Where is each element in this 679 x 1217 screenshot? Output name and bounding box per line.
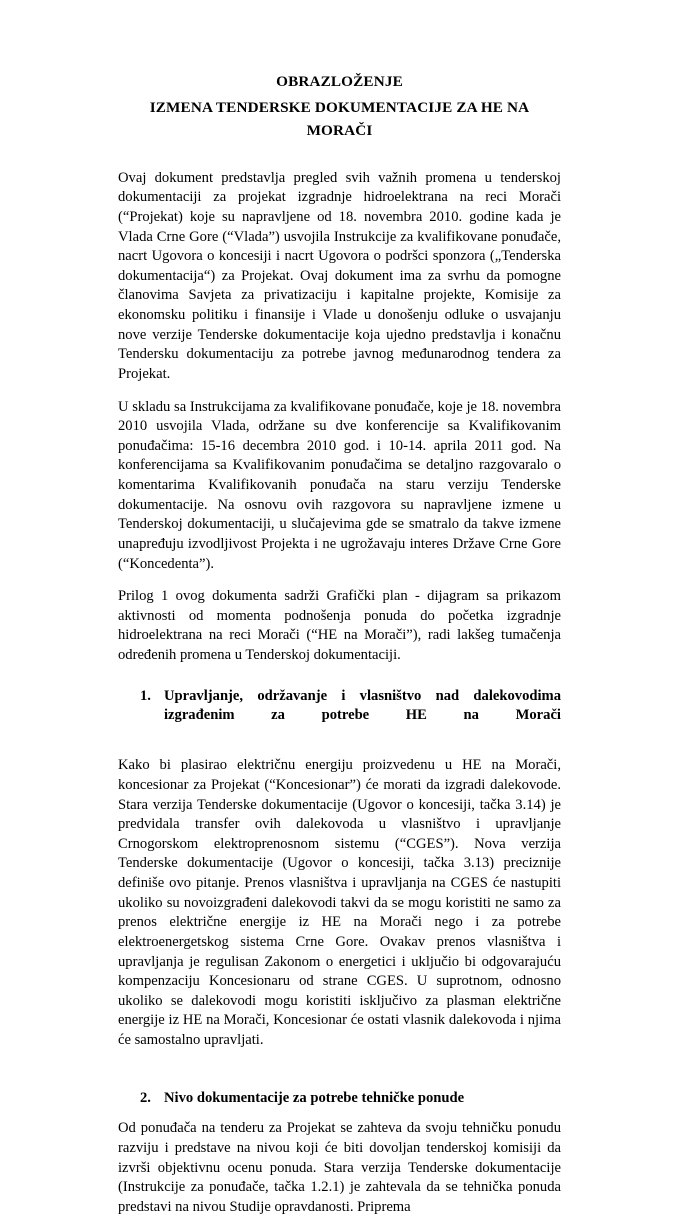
document-content <box>118 70 561 1217</box>
section-1-title: Upravljanje, održavanje i vlasništvo nad dalekovodima izgrađenim za potrebe HE na Morači <box>164 687 561 724</box>
page-title: OBRAZLOŽENJE <box>276 73 403 90</box>
section-1-number: 1. <box>140 687 151 704</box>
section-2-number: 2. <box>140 1089 151 1106</box>
section-1 <box>118 687 561 1051</box>
page-subtitle: IZMENA TENDERSKE DOKUMENTACIJE ZA HE NA MORAČI <box>149 98 530 140</box>
intro-paragraph-1: Ovaj dokument predstavlja pregled svih važnih promena u tenderskoj dokumentaciji za projekat izgradnje hidroelektrana na reci Morači (“Projekat) koje su napravljene od 18. novembra 2010. godine kada je Vlada Crne Gore (“Vlada”) usvojila Instrukcije za kvalifikovane ponuđače, nacrt Ugovora o koncesiji i nacrt Ugovora o podršci sponzora („Tenderska dokumentacija“) za Projekat. Ovaj dokument ima za svrhu da pomogne članovima Savjeta za privatizaciju i kapitalne projekte, Komisije za ekonomsku politiku i finansije i Vlade u donošenju odluke o usvajanju nove verzije Tenderske dokumentacije koja ujedno predstavlja i konačnu Tendersku dokumentaciju za potrebe javnog međunarodnog tendera za Projekat. <box>118 169 561 382</box>
section-2-heading <box>118 1089 561 1109</box>
document-title-block <box>118 70 561 143</box>
intro-paragraph-2: U skladu sa Instrukcijama za kvalifikovane ponuđače, koje je 18. novembra 2010 usvojila Vlada, održane su dve konferencije sa Kvalifikovanim ponuđačima: 15-16 decembra 2010 god. i 10-14. aprila 2011 god. Na konferencijama sa Kvalifikovanim ponuđačima se detaljno razgovaralo o komentarima Kvalifikovanih ponuđača na staru verziju Tenderske dokumentacije. Na osnovu ovih razgovora su napravljene izmene u Tenderskoj dokumentaciji, u slučajevima gde se smatralo da takve izmene unapređuju izvodljivost Projekta i ne ugrožavaju interes Države Crne Gore (“Koncedenta”). <box>118 398 561 572</box>
section-1-body: Kako bi plasirao električnu energiju proizvedenu u HE na Morači, koncesionar za Projekat (“Koncesionar”) će morati da izgradi dalekovode. Stara verzija Tenderske dokumentacije (Ugovor o koncesiji, tačka 3.14) je predvidala transfer ovih dalekovoda u vlasništvo i upravljanje Crnogorskom elektroprenosnom sistemu (“CGES”). Nova verzija Tenderske dokumentacije (Ugovor o koncesiji, tačka 3.13) preciznije definiše ovo pitanje. Prenos vlasništva i upravljanja na CGES će nastupiti ukoliko su novoizgrađeni dalekovodi takvi da se mogu koristiti ne samo za prenos električne energije iz HE na Morači nego i za potrebe elektroenergetskog sistema Crne Gore. Ovakav prenos vlasništva i upravljanja je regulisan Zakonom o energetici i uključio bi odgovarajuću kompenzaciju Koncesionaru od strane CGES. U suprotnom, odnosno ukoliko se dalekovodi mogu koristiti isključivo za plasman električne energije iz HE na Morači, Koncesionar će ostati vlasnik dalekovoda i njima će samostalno upravljati. <box>118 757 561 1049</box>
section-gap <box>118 1051 561 1068</box>
section-2 <box>118 1089 561 1217</box>
section-2-title: Nivo dokumentacije za potrebe tehničke ponude <box>164 1089 465 1106</box>
section-2-body: Od ponuđača na tenderu za Projekat se zahteva da svoju tehničku ponudu razviju i predstave na nivou koji će biti dovoljan tenderskoj komisiji da izvrši objektivnu ocenu ponuda. Stara verzija Tenderske dokumentacije (Instrukcije za ponuđače, tačka 1.2.1) je zahtevala da se tehnička ponuda predstavi na nivou Studije opravdanosti. Priprema <box>118 1120 561 1215</box>
intro-paragraph-3: Prilog 1 ovog dokumenta sadrži Grafički plan - dijagram sa prikazom aktivnosti od momenta podnošenja ponuda do početka izgradnje hidroelektrana na reci Morači (“HE na Morači”), radi lakšeg tumačenja određenih promena u Tenderskoj dokumentaciji. <box>118 588 561 664</box>
section-1-heading <box>118 687 561 746</box>
